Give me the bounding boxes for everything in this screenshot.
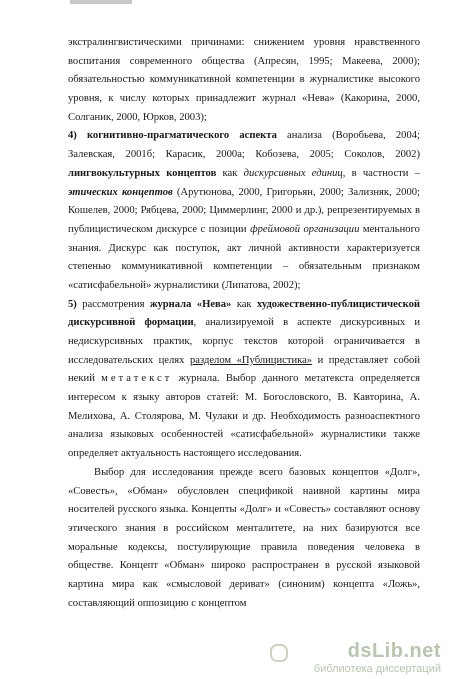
watermark-tagline: библиотека диссертаций	[313, 663, 441, 675]
text-fragment: как	[216, 167, 244, 179]
text-line: степенью коммуникативной компетенции – обязательным признаком	[68, 261, 420, 273]
text-fragment: журнала. Выбор данного метатекста определяется	[172, 373, 420, 385]
term-bold: журнала «Нева»	[149, 298, 232, 310]
text-line	[68, 352, 420, 371]
term-italic: фреймовой организации	[250, 223, 360, 235]
text-fragment: рассмотрения	[82, 298, 150, 310]
text-fragment: исследовательских целях	[68, 354, 190, 366]
text-line: Залевская, 2001б; Карасик, 2000а; Кобозева, 2005; Соколов, 2002)	[68, 149, 420, 161]
text-line: обязательностью коммуникативной компетенции в журналистике высокого	[68, 74, 420, 86]
text-line: составляющий оппозицию с концептом	[68, 597, 247, 609]
text-fragment: и представляет собой	[312, 354, 420, 366]
document-page	[68, 34, 420, 613]
text-fragment: некий	[68, 373, 102, 385]
text-line: картина мира как «смысловой дериват» (синоним) концепта «Ложь»,	[68, 578, 420, 590]
text-line	[68, 221, 420, 240]
text-line: экстралингвистическими причинами: снижением уровня нравственного	[68, 37, 420, 48]
text-fragment: , анализируемой в аспекте дискурсивных и	[193, 317, 420, 329]
item-number: 5)	[68, 298, 83, 310]
text-line: воспитания современного общества (Апресян, 1995; Макеева, 2000);	[68, 55, 420, 67]
text-line: «сатисфабельной» журналистики (Липатова, 2002);	[68, 279, 301, 291]
term-bold-italic: этических концептов	[68, 186, 173, 198]
watermark-circle-icon	[270, 644, 288, 662]
text-line: обществе. Концепт «Обман» широко распространен в русской языковой	[68, 560, 420, 572]
text-line: моральные кодексы, постулирующие правила поведения человека в	[68, 541, 420, 553]
text-line	[68, 314, 420, 333]
top-scan-mark	[70, 0, 132, 4]
text-line: недискурсивных практик, корпус текстов которой ограничивается в	[68, 336, 420, 347]
text-fragment: , в частности –	[342, 167, 420, 179]
watermark	[270, 640, 445, 678]
aspect-heading: 4) когнитивно-прагматического аспекта	[68, 130, 277, 142]
text-fragment: ментального	[359, 223, 420, 235]
text-line: интересом к языку авторов статей: М. Богословского, В. Кавторина, А.	[68, 392, 420, 404]
text-line: Солганик, 2000, Юрков, 2003);	[68, 111, 207, 123]
text-fragment: публицистическом дискурсе с позиции	[68, 223, 251, 235]
term-underlined: разделом «Публицистика»	[189, 354, 313, 366]
text-line: «Совесть», «Обман» обусловлен спецификой наивной картины мира	[68, 485, 420, 497]
paragraph-start: Выбор для исследования прежде всего базовых концептов «Долг»,	[94, 466, 420, 478]
text-line: Мелихова, А. Столярова, М. Чулаки и др. Необходимость разноаспектного	[68, 410, 420, 422]
text-line	[68, 184, 420, 203]
text-line: этического знания в российском менталитете, на них базируются все	[68, 522, 420, 534]
text-line: анализа языковых особенностей «сатисфабельной» журналистики также	[68, 429, 420, 441]
text-line	[68, 165, 420, 184]
text-line: носителей русского языка. Концепты «Долг» и «Совесть» составляют основу	[68, 504, 420, 516]
watermark-logo: dsLib.net	[347, 640, 441, 662]
list-item-4	[68, 127, 420, 146]
term-bold: дискурсивной формации	[68, 317, 194, 329]
text-fragment: как	[231, 298, 257, 310]
text-line: Кошелев, 2000; Рябцева, 2000; Циммерлинг, 2000 и др.), репрезентируемых в	[68, 205, 420, 217]
term-bold: художественно-публицистической	[256, 298, 420, 310]
text-line: уровня, к числу которых принадлежит журнал «Нева» (Какорина, 2000,	[68, 93, 420, 105]
term-bold: лингвокультурных концептов	[68, 167, 217, 179]
text-line: знания. Дискурс как поступок, акт личной активности характеризуется	[68, 242, 420, 254]
term-spaced: метатекст	[101, 373, 173, 385]
text-fragment: анализа (Воробьева, 2004;	[276, 130, 420, 142]
list-item-5	[68, 296, 420, 315]
term-italic: дискурсивных единиц	[243, 167, 343, 179]
text-fragment: (Арутюнова, 2000, Григорьян, 2000; Зализняк, 2000;	[172, 186, 420, 198]
text-line	[68, 370, 420, 389]
text-line: определяет актуальность настоящего исследования.	[68, 448, 302, 460]
